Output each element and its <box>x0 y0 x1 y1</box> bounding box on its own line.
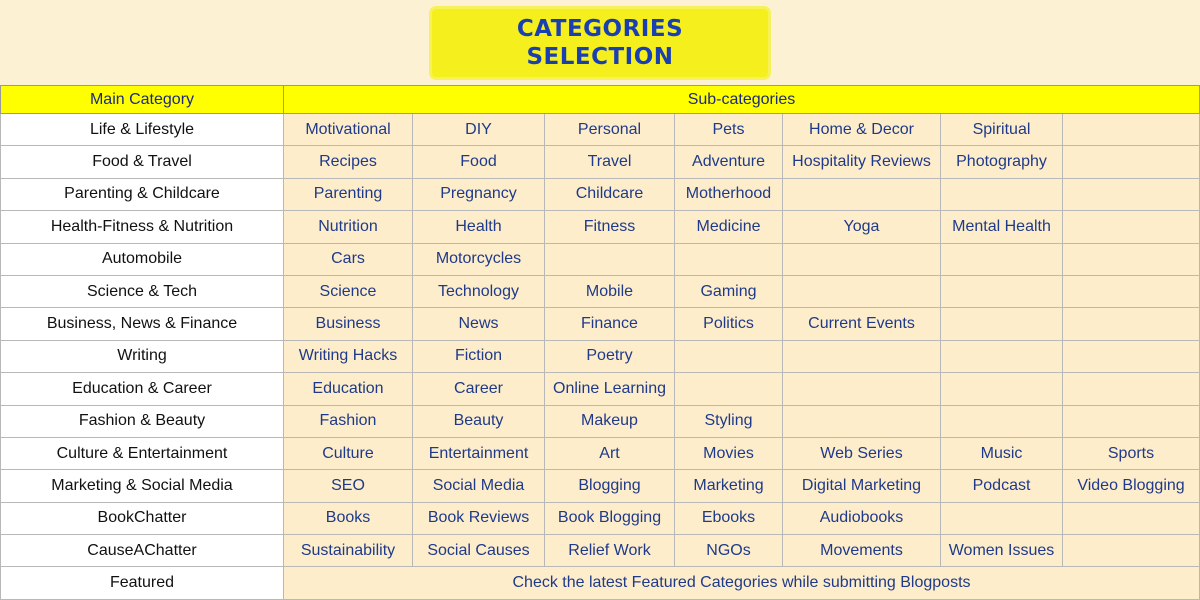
table-row <box>1 405 1200 437</box>
sub-category-cell <box>783 405 941 437</box>
sub-category-cell <box>1063 146 1200 178</box>
sub-category-cell <box>675 340 783 372</box>
sub-category-cell: Recipes <box>284 146 413 178</box>
sub-category-cell: Nutrition <box>284 211 413 243</box>
sub-category-cell: Politics <box>675 308 783 340</box>
sub-category-cell: Spiritual <box>941 114 1063 146</box>
table-row <box>1 535 1200 567</box>
main-category-header: Main Category <box>1 86 284 114</box>
sub-category-cell: Pregnancy <box>413 178 545 210</box>
sub-category-cell: Book Reviews <box>413 502 545 534</box>
sub-category-cell: Childcare <box>545 178 675 210</box>
main-category-cell: Culture & Entertainment <box>1 437 284 469</box>
main-category-cell: Parenting & Childcare <box>1 178 284 210</box>
sub-category-cell <box>1063 114 1200 146</box>
sub-category-cell: Web Series <box>783 437 941 469</box>
sub-category-cell: NGOs <box>675 535 783 567</box>
main-category-cell: Science & Tech <box>1 275 284 307</box>
table-row <box>1 211 1200 243</box>
sub-category-cell <box>1063 275 1200 307</box>
sub-category-cell: Audiobooks <box>783 502 941 534</box>
sub-category-cell: Health <box>413 211 545 243</box>
sub-category-cell: Styling <box>675 405 783 437</box>
sub-category-cell <box>941 178 1063 210</box>
sub-category-cell: Art <box>545 437 675 469</box>
sub-category-cell: Movements <box>783 535 941 567</box>
sub-category-cell <box>783 373 941 405</box>
sub-category-cell <box>941 373 1063 405</box>
sub-category-cell: Food <box>413 146 545 178</box>
sub-category-cell: Medicine <box>675 211 783 243</box>
sub-category-cell: Gaming <box>675 275 783 307</box>
sub-category-cell: Blogging <box>545 470 675 502</box>
sub-category-cell: Writing Hacks <box>284 340 413 372</box>
sub-category-cell: Pets <box>675 114 783 146</box>
main-category-cell: Business, News & Finance <box>1 308 284 340</box>
sub-category-cell: Personal <box>545 114 675 146</box>
sub-category-cell <box>675 243 783 275</box>
table-row <box>1 243 1200 275</box>
sub-category-cell: Culture <box>284 437 413 469</box>
sub-category-cell: Fashion <box>284 405 413 437</box>
sub-category-cell <box>675 373 783 405</box>
sub-category-cell: Online Learning <box>545 373 675 405</box>
sub-category-cell <box>783 275 941 307</box>
main-category-cell: CauseAChatter <box>1 535 284 567</box>
table-row <box>1 437 1200 469</box>
main-category-cell: Fashion & Beauty <box>1 405 284 437</box>
sub-category-cell: Education <box>284 373 413 405</box>
featured-row <box>1 567 1200 599</box>
sub-category-cell: DIY <box>413 114 545 146</box>
sub-category-cell: Adventure <box>675 146 783 178</box>
sub-category-cell: Social Media <box>413 470 545 502</box>
title-line-1: CATEGORIES <box>516 16 684 42</box>
sub-category-cell <box>1063 373 1200 405</box>
table-row <box>1 275 1200 307</box>
sub-category-cell: Business <box>284 308 413 340</box>
sub-category-cell: Marketing <box>675 470 783 502</box>
sub-category-cell <box>1063 178 1200 210</box>
sub-category-cell <box>941 502 1063 534</box>
sub-category-cell: Home & Decor <box>783 114 941 146</box>
table-row <box>1 502 1200 534</box>
sub-category-cell: Motherhood <box>675 178 783 210</box>
sub-category-cell: Poetry <box>545 340 675 372</box>
sub-categories-header: Sub-categories <box>284 86 1200 114</box>
sub-category-cell: Cars <box>284 243 413 275</box>
sub-category-cell: Mental Health <box>941 211 1063 243</box>
sub-category-cell: Video Blogging <box>1063 470 1200 502</box>
featured-note: Check the latest Featured Categories while submitting Blogposts <box>284 567 1200 599</box>
sub-category-cell: SEO <box>284 470 413 502</box>
title-banner <box>432 9 768 77</box>
sub-category-cell: Mobile <box>545 275 675 307</box>
sub-category-cell: Women Issues <box>941 535 1063 567</box>
sub-category-cell: Hospitality Reviews <box>783 146 941 178</box>
sub-category-cell <box>1063 308 1200 340</box>
table-row <box>1 178 1200 210</box>
sub-category-cell: Relief Work <box>545 535 675 567</box>
sub-category-cell: Finance <box>545 308 675 340</box>
sub-category-cell <box>941 340 1063 372</box>
sub-category-cell: Makeup <box>545 405 675 437</box>
sub-category-cell <box>1063 211 1200 243</box>
sub-category-cell: Science <box>284 275 413 307</box>
sub-category-cell <box>1063 535 1200 567</box>
table-row <box>1 373 1200 405</box>
sub-category-cell: Social Causes <box>413 535 545 567</box>
sub-category-cell: Podcast <box>941 470 1063 502</box>
main-category-cell: Education & Career <box>1 373 284 405</box>
table-row <box>1 308 1200 340</box>
sub-category-cell: Fiction <box>413 340 545 372</box>
sub-category-cell <box>1063 243 1200 275</box>
sub-category-cell <box>1063 502 1200 534</box>
sub-category-cell: Parenting <box>284 178 413 210</box>
sub-category-cell <box>941 405 1063 437</box>
sub-category-cell <box>941 275 1063 307</box>
main-category-cell: Writing <box>1 340 284 372</box>
sub-category-cell: Book Blogging <box>545 502 675 534</box>
sub-category-cell <box>941 243 1063 275</box>
table-row <box>1 470 1200 502</box>
sub-category-cell <box>1063 340 1200 372</box>
sub-category-cell: Photography <box>941 146 1063 178</box>
sub-category-cell: Travel <box>545 146 675 178</box>
main-category-cell: Health-Fitness & Nutrition <box>1 211 284 243</box>
main-category-cell: Automobile <box>1 243 284 275</box>
main-category-cell: Food & Travel <box>1 146 284 178</box>
sub-category-cell <box>941 308 1063 340</box>
sub-category-cell: Motivational <box>284 114 413 146</box>
sub-category-cell: Current Events <box>783 308 941 340</box>
sub-category-cell <box>545 243 675 275</box>
sub-category-cell: Music <box>941 437 1063 469</box>
sub-category-cell: Technology <box>413 275 545 307</box>
sub-category-cell: Sports <box>1063 437 1200 469</box>
sub-category-cell <box>783 243 941 275</box>
main-category-cell: Featured <box>1 567 284 599</box>
sub-category-cell: Movies <box>675 437 783 469</box>
sub-category-cell: Career <box>413 373 545 405</box>
table-row <box>1 114 1200 146</box>
main-category-cell: BookChatter <box>1 502 284 534</box>
sub-category-cell: Fitness <box>545 211 675 243</box>
main-category-cell: Life & Lifestyle <box>1 114 284 146</box>
table-header-row <box>1 86 1200 114</box>
main-category-cell: Marketing & Social Media <box>1 470 284 502</box>
sub-category-cell: Digital Marketing <box>783 470 941 502</box>
sub-category-cell: Beauty <box>413 405 545 437</box>
title-line-2: SELECTION <box>526 44 674 70</box>
categories-table <box>0 85 1200 600</box>
sub-category-cell: Yoga <box>783 211 941 243</box>
table-row <box>1 146 1200 178</box>
sub-category-cell <box>783 178 941 210</box>
sub-category-cell: Books <box>284 502 413 534</box>
sub-category-cell: News <box>413 308 545 340</box>
sub-category-cell: Motorcycles <box>413 243 545 275</box>
sub-category-cell: Sustainability <box>284 535 413 567</box>
sub-category-cell: Entertainment <box>413 437 545 469</box>
sub-category-cell: Ebooks <box>675 502 783 534</box>
table-row <box>1 340 1200 372</box>
sub-category-cell <box>783 340 941 372</box>
sub-category-cell <box>1063 405 1200 437</box>
